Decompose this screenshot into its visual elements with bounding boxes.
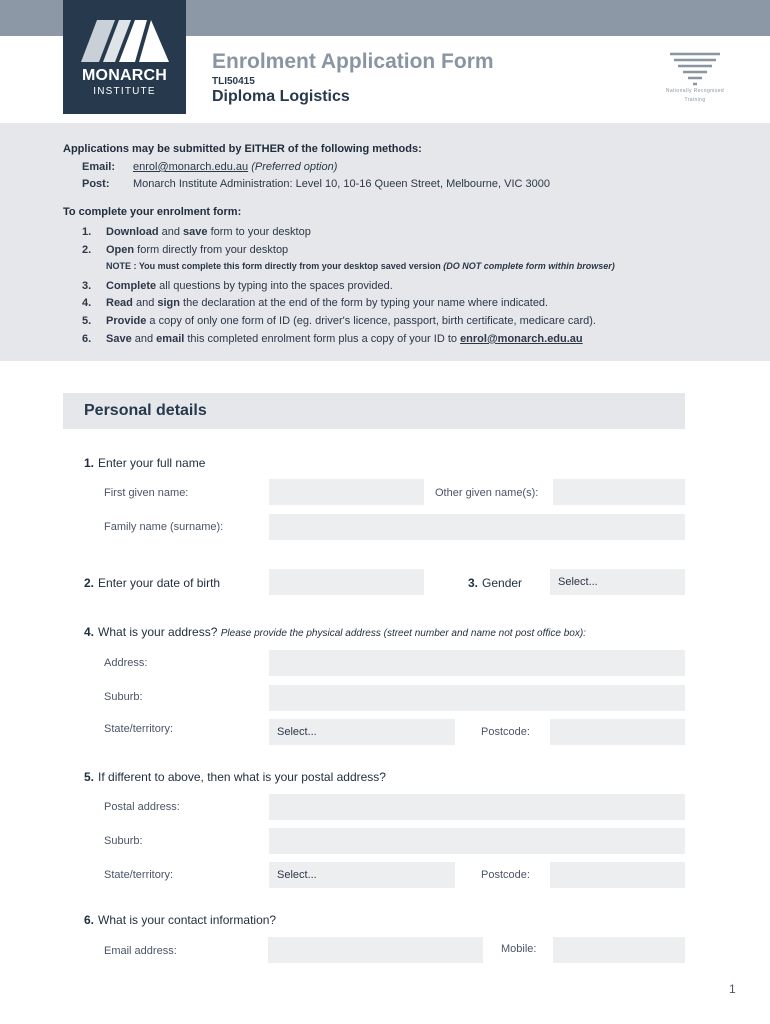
complete-heading: To complete your enrolment form: (63, 206, 242, 218)
email-address-input[interactable] (268, 937, 483, 963)
nrt-text-2: Training (684, 97, 706, 103)
section-title: Personal details (84, 402, 207, 419)
step-number: 1. (82, 226, 92, 238)
page-number: 1 (729, 982, 736, 996)
address-label: Address: (104, 657, 148, 669)
suburb-label: Suburb: (104, 691, 143, 703)
personal-details-header (63, 393, 685, 429)
step-3: Complete all questions by typing into the spaces provided. (106, 280, 393, 292)
family-name-input[interactable] (269, 514, 685, 540)
address-input[interactable] (269, 650, 685, 676)
email-label: Email: (82, 161, 116, 173)
email-link-2[interactable]: enrol@monarch.edu.au (460, 333, 583, 345)
other-given-input[interactable] (553, 479, 685, 505)
email-note: (Preferred option) (251, 161, 338, 173)
nrt-triangle-icon (668, 52, 722, 86)
question-5: 5. If different to above, then what is your postal address? (84, 770, 386, 784)
post-address: Monarch Institute Administration: Level 10, 10-16 Queen Street, Melbourne, VIC 3000 (133, 178, 551, 190)
brand-subtitle: INSTITUTE (93, 86, 156, 97)
instructions-panel (0, 123, 770, 361)
postal-suburb-label: Suburb: (104, 835, 143, 847)
state-label: State/territory: (104, 723, 174, 735)
first-given-label: First given name: (104, 487, 189, 499)
step-5: Provide a copy of only one form of ID (eg. driver's licence, passport, birth certificate, medicare card). (106, 315, 596, 327)
step-number: 2. (82, 244, 92, 256)
post-label: Post: (82, 178, 110, 190)
state-select[interactable]: Select... (269, 719, 455, 745)
step-6: Save and email this completed enrolment form plus a copy of your ID to enrol@monarch.edu.au (106, 333, 583, 345)
step-4: Read and sign the declaration at the end of the form by typing your name where indicated. (106, 297, 549, 309)
step-number: 6. (82, 333, 92, 345)
question-2: 2. Enter your date of birth (84, 576, 221, 590)
question-6: 6. What is your contact information? (84, 913, 277, 927)
suburb-input[interactable] (269, 685, 685, 711)
email-link[interactable]: enrol@monarch.edu.au (133, 161, 249, 173)
brand-name: MONARCH (82, 67, 167, 84)
other-given-label: Other given name(s): (435, 487, 539, 499)
first-given-input[interactable] (269, 479, 424, 505)
nrt-logo (655, 52, 735, 104)
postcode-input[interactable] (550, 719, 685, 745)
postal-suburb-input[interactable] (269, 828, 685, 854)
date-of-birth-input[interactable] (269, 569, 424, 595)
postcode-label: Postcode: (481, 726, 530, 738)
mobile-label: Mobile: (501, 943, 537, 955)
postal-postcode-input[interactable] (550, 862, 685, 888)
gender-select[interactable]: Select... (550, 569, 685, 595)
step-number: 4. (82, 297, 92, 309)
form-title: Enrolment Application Form (212, 50, 494, 73)
submit-heading: Applications may be submitted by EITHER of the following methods: (63, 143, 422, 155)
postal-state-select[interactable]: Select... (269, 862, 455, 888)
postal-postcode-label: Postcode: (481, 869, 530, 881)
email-address-label: Email address: (104, 945, 177, 957)
step-2: Open form directly from your desktop (106, 244, 289, 256)
email-line (133, 161, 337, 173)
monarch-logo (63, 0, 186, 114)
postal-address-label: Postal address: (104, 801, 180, 813)
browser-note: NOTE : You must complete this form directly from your desktop saved version (DO NOT complete form within browser) (106, 261, 615, 271)
step-1: Download and save form to your desktop (106, 226, 311, 238)
postal-address-input[interactable] (269, 794, 685, 820)
step-number: 3. (82, 280, 92, 292)
nrt-text-1: Nationally Recognised (665, 88, 725, 94)
family-name-label: Family name (surname): (104, 521, 224, 533)
course-name: Diploma Logistics (212, 88, 350, 105)
question-4: 4. What is your address? Please provide the physical address (street number and name not post office box): (84, 625, 586, 639)
step-number: 5. (82, 315, 92, 327)
question-1: 1. Enter your full name (84, 456, 206, 470)
question-3: 3. Gender (468, 576, 523, 590)
postal-state-label: State/territory: (104, 869, 174, 881)
monarch-m-icon (81, 20, 169, 62)
mobile-input[interactable] (553, 937, 685, 963)
course-code: TLI50415 (212, 76, 255, 87)
